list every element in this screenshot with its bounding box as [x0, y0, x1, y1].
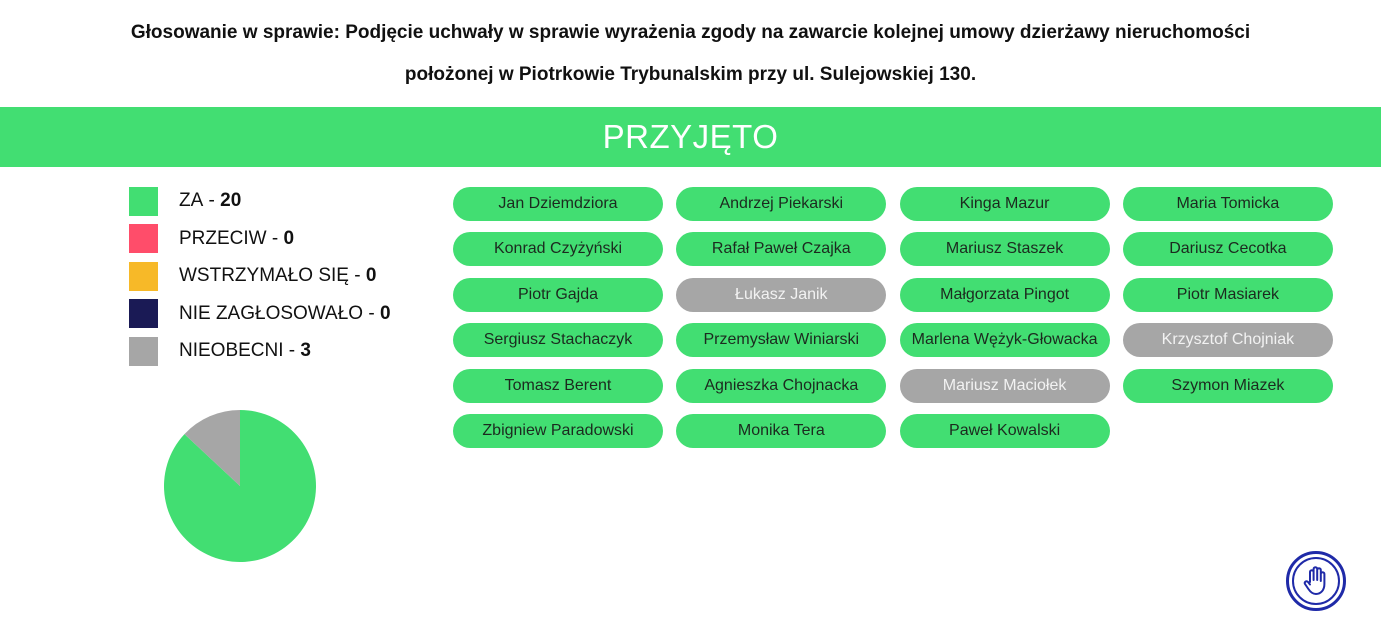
member-pill: Rafał Paweł Czajka: [676, 232, 886, 266]
member-pill: Andrzej Piekarski: [676, 187, 886, 221]
raise-hand-button[interactable]: [1286, 551, 1346, 611]
legend-item-nie-zaglosowalo: NIE ZAGŁOSOWAŁO - 0: [129, 300, 391, 328]
vote-title: [0, 12, 1381, 96]
member-pill: Konrad Czyżyński: [453, 232, 663, 266]
vote-title-line1: Głosowanie w sprawie: Podjęcie uchwały w sprawie wyrażenia zgody na zawarcie kolejnej umowy dzierżawy nieruchomości: [130, 22, 1251, 43]
result-label: PRZYJĘTO: [602, 118, 779, 155]
legend-item-za: ZA - 20: [129, 187, 391, 215]
member-pill: Szymon Miazek: [1123, 369, 1333, 403]
members-grid: [453, 187, 1333, 448]
result-banner: [0, 107, 1381, 167]
legend-count: 20: [220, 190, 242, 211]
member-pill: Agnieszka Chojnacka: [676, 369, 886, 403]
member-pill: Jan Dziemdziora: [453, 187, 663, 221]
member-pill: Paweł Kowalski: [900, 414, 1110, 448]
legend-count: 3: [300, 340, 311, 362]
legend-item-wstrzymalo: WSTRZYMAŁO SIĘ - 0: [129, 262, 391, 290]
member-pill: Dariusz Cecotka: [1123, 232, 1333, 266]
legend-label: NIE ZAGŁOSOWAŁO: [179, 302, 364, 324]
legend-count: 0: [283, 227, 295, 249]
raise-hand-ring: [1292, 557, 1340, 605]
legend-swatch: [129, 224, 158, 253]
member-pill: Piotr Masiarek: [1123, 278, 1333, 312]
legend-label: WSTRZYMAŁO SIĘ: [179, 265, 349, 287]
legend-label: NIEOBECNI: [179, 340, 284, 362]
legend-swatch: [129, 187, 158, 216]
legend-count: 0: [379, 302, 391, 324]
member-pill: Krzysztof Chojniak: [1123, 323, 1333, 357]
member-pill: Kinga Mazur: [900, 187, 1110, 221]
member-pill: Mariusz Staszek: [900, 232, 1110, 266]
member-pill: Przemysław Winiarski: [676, 323, 886, 357]
vote-pie-chart: [163, 409, 317, 563]
legend-swatch: [129, 299, 158, 328]
member-pill: Sergiusz Stachaczyk: [453, 323, 663, 357]
member-pill: Piotr Gajda: [453, 278, 663, 312]
member-pill: Maria Tomicka: [1123, 187, 1333, 221]
member-pill: Łukasz Janik: [676, 278, 886, 312]
member-pill: Tomasz Berent: [453, 369, 663, 403]
legend-label: PRZECIW: [179, 227, 267, 249]
vote-legend: [129, 187, 391, 375]
member-pill: Mariusz Maciołek: [900, 369, 1110, 403]
member-pill: Monika Tera: [676, 414, 886, 448]
legend-label: ZA: [179, 190, 204, 211]
legend-count: 0: [365, 265, 377, 287]
member-pill: Zbigniew Paradowski: [453, 414, 663, 448]
legend-swatch: [129, 262, 158, 291]
legend-swatch: [129, 337, 158, 366]
member-pill: Marlena Wężyk-Głowacka: [900, 323, 1110, 357]
member-pill: Małgorzata Pingot: [900, 278, 1110, 312]
legend-item-nieobecni: NIEOBECNI - 3: [129, 337, 391, 365]
legend-item-przeciw: PRZECIW - 0: [129, 225, 391, 253]
raised-hand-icon: [1301, 565, 1331, 597]
vote-title-line2: położonej w Piotrkowie Trybunalskim przy ul. Sulejowskiej 130.: [404, 64, 977, 85]
